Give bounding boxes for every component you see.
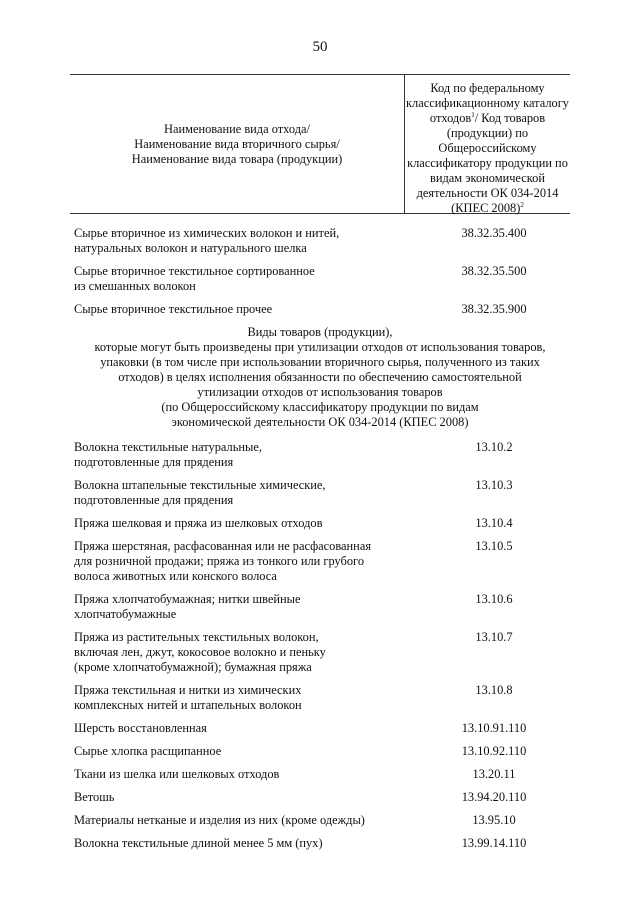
row-name: Сырье хлопка расщипанное [74,744,222,758]
table-row [70,516,570,531]
table-row [70,744,570,759]
row-code: 38.32.35.900 [461,302,527,316]
table-row [70,836,570,851]
header-code-text-2: / Код товаров (продукции) по Общероссийскому классификатору продукции по видам экономической деятельности ОК 034-2014 (КПЕС 2008) [407,111,568,215]
row-name: Пряжа шерстяная, расфасованная или не расфасованная для розничной продажи; пряжа из тонкого или грубого волоса животных или конского волоса [74,539,372,583]
table-row [70,478,570,508]
row-name: Сырье вторичное текстильное сортированное из смешанных волокон [74,264,315,293]
table-row [70,813,570,828]
row-name: Шерсть восстановленная [74,721,207,735]
secondary-raw-materials-list [70,226,570,317]
header-code-column [404,75,570,213]
row-code: 13.10.2 [475,440,513,454]
table-row [70,302,570,317]
row-code: 13.10.5 [475,539,513,553]
row-code: 13.10.4 [475,516,513,530]
row-code: 13.10.6 [475,592,513,606]
row-code: 13.94.20.110 [461,790,527,804]
row-code: 13.10.92.110 [461,744,527,758]
section-heading: Виды товаров (продукции), которые могут быть произведены при утилизации отходов от использования товаров, упаковки (в том числе при использовании вторичного сырья, полученного из таких отходов) в целях исполнения обязанности по обеспечению самостоятельной утилизации отходов от использования товаров (по Общероссийскому классификатору продукции по видам экономической деятельности ОК 034-2014 (КПЕС 2008) [94,325,546,429]
row-code: 13.95.10 [472,813,516,827]
table-row [70,790,570,805]
row-code: 13.10.3 [475,478,513,492]
table-row [70,264,570,294]
row-code: 13.10.8 [475,683,513,697]
row-name: Сырье вторичное текстильное прочее [74,302,273,316]
table-row [70,721,570,736]
row-name: Пряжа текстильная и нитки из химических комплексных нитей и штапельных волокон [74,683,302,712]
row-code: 13.99.14.110 [461,836,527,850]
row-code: 38.32.35.500 [461,264,527,278]
row-code: 38.32.35.400 [461,226,527,240]
products-list [70,440,570,851]
row-name: Ветошь [74,790,115,804]
row-name: Ткани из шелка или шелковых отходов [74,767,280,781]
row-name: Сырье вторичное из химических волокон и нитей, натуральных волокон и натурального шелка [74,226,340,255]
footnote-ref-2: 2 [520,200,524,209]
header-code-text-1: Код по федеральному классификационному каталогу отходов [406,81,569,125]
table-header [70,75,570,213]
row-name: Пряжа хлопчатобумажная; нитки швейные хлопчатобумажные [74,592,301,621]
table-row [70,539,570,584]
header-name-column: Наименование вида отхода/ Наименование вида вторичного сырья/ Наименование вида товара (продукции) [131,121,343,166]
row-name: Материалы нетканые и изделия из них (кроме одежды) [74,813,365,827]
table-row [70,440,570,470]
footnote-ref-1: 1 [471,110,475,119]
table-row [70,592,570,622]
row-name: Волокна текстильные натуральные, подготовленные для прядения [74,440,262,469]
row-name: Пряжа шелковая и пряжа из шелковых отходов [74,516,323,530]
table-row [70,767,570,782]
row-code: 13.10.91.110 [461,721,527,735]
table-row [70,630,570,675]
row-name: Волокна штапельные текстильные химические, подготовленные для прядения [74,478,326,507]
classification-table [70,74,570,859]
row-code: 13.20.11 [472,767,516,781]
table-row [70,226,570,256]
table-row [70,683,570,713]
page-number: 50 [312,39,328,55]
row-name: Пряжа из растительных текстильных волокон, включая лен, джут, кокосовое волокно и пеньку (кроме хлопчатобумажной); бумажная пряжа [74,630,326,674]
row-code: 13.10.7 [475,630,513,644]
row-name: Волокна текстильные длиной менее 5 мм (пух) [74,836,323,850]
